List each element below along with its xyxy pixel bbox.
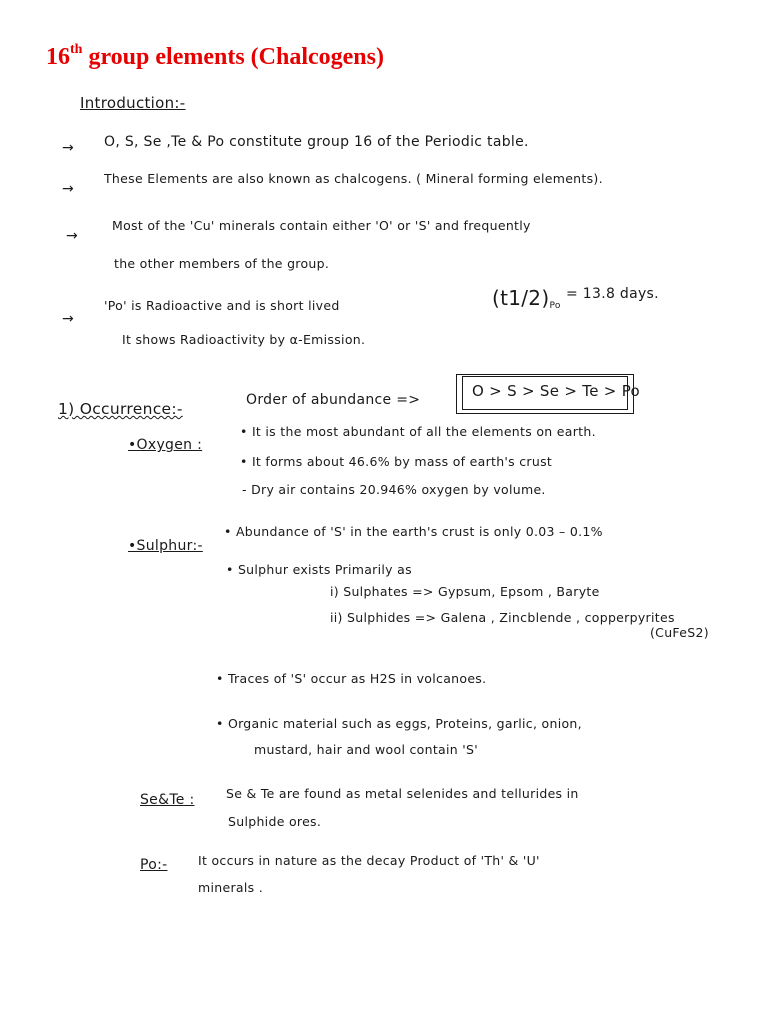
sulphides-formula: (CuFeS2): [650, 625, 709, 640]
intro-arrow-4: →: [62, 311, 75, 327]
oxygen-point-1: • It is the most abundant of all the elements on earth.: [240, 424, 596, 439]
abundance-order-value: O > S > Se > Te > Po: [472, 382, 641, 400]
intro-point-4-line2: It shows Radioactivity by α-Emission.: [122, 332, 366, 347]
po-label: Po:-: [140, 857, 168, 873]
occurrence-heading: 1) Occurrence:-: [58, 400, 183, 418]
intro-point-3-line2: the other members of the group.: [114, 256, 330, 271]
se-te-line2: Sulphide ores.: [228, 814, 322, 829]
title-text: group elements (Chalcogens): [82, 44, 384, 70]
oxygen-label: •Oxygen :: [128, 437, 203, 453]
halflife-label: $(t1/2)_{Po}$: [492, 286, 561, 311]
intro-arrow-3: →: [66, 228, 79, 244]
sulphur-organic-line1: • Organic material such as eggs, Proteins, garlic, onion,: [216, 716, 582, 731]
se-te-label: Se&Te :: [140, 792, 195, 808]
abundance-order-label: Order of abundance =>: [246, 392, 421, 408]
po-line2: minerals .: [198, 880, 263, 895]
sulphur-point-1: • Abundance of 'S' in the earth's crust is only 0.03 – 0.1%: [224, 524, 603, 539]
intro-point-1: O, S, Se ,Te & Po constitute group 16 of the Periodic table.: [104, 134, 529, 150]
oxygen-point-2: • It forms about 46.6% by mass of earth's crust: [240, 454, 553, 469]
intro-heading: Introduction:-: [80, 94, 186, 112]
oxygen-point-3: - Dry air contains 20.946% oxygen by volume.: [242, 482, 546, 497]
intro-arrow-1: →: [62, 140, 75, 156]
se-te-line1: Se & Te are found as metal selenides and tellurides in: [226, 786, 579, 801]
sulphur-point-2: • Sulphur exists Primarily as: [226, 562, 412, 577]
sulphates-line: i) Sulphates => Gypsum, Epsom , Baryte: [330, 584, 600, 599]
title-number: 16: [46, 44, 70, 70]
halflife-value: = 13.8 days.: [566, 286, 659, 302]
title-superscript: th: [70, 42, 83, 57]
intro-arrow-2: →: [62, 181, 75, 197]
intro-point-2: These Elements are also known as chalcogens. ( Mineral forming elements).: [104, 171, 603, 186]
sulphides-line: ii) Sulphides => Galena , Zincblende , copperpyrites: [330, 610, 675, 625]
halflife-subscript: Po: [549, 301, 561, 311]
intro-point-3-line1: Most of the 'Cu' minerals contain either 'O' or 'S' and frequently: [112, 218, 531, 233]
sulphur-traces: • Traces of 'S' occur as H2S in volcanoes.: [216, 671, 487, 686]
sulphur-organic-line2: mustard, hair and wool contain 'S': [254, 742, 478, 757]
intro-point-4-line1: 'Po' is Radioactive and is short lived: [104, 298, 340, 313]
page-title: [46, 44, 384, 71]
po-line1: It occurs in nature as the decay Product of 'Th' & 'U': [198, 853, 540, 868]
sulphur-label: •Sulphur:-: [128, 538, 203, 554]
